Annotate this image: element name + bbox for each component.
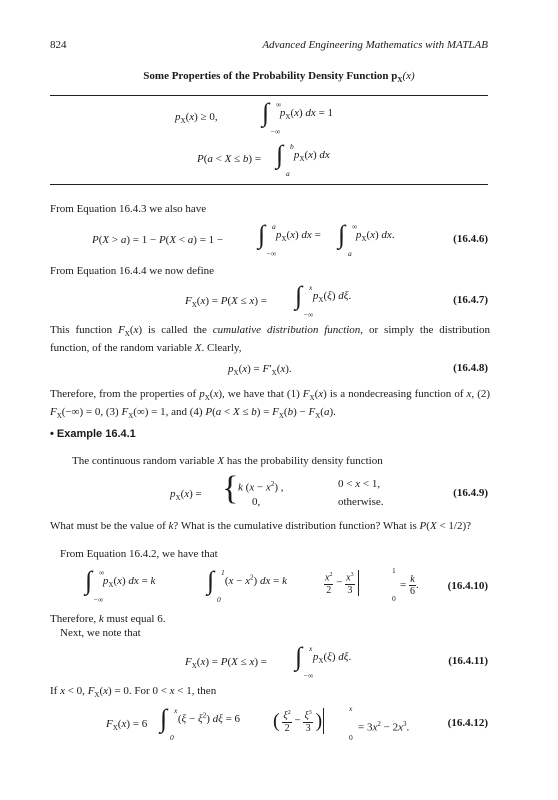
equation-16-4-10: ∫ ∞ −∞ $p_X(x)$ dx = k [85, 566, 156, 604]
equation-number-16-4-7: (16.4.7) [453, 294, 488, 306]
eval-lower: 0 [392, 594, 396, 603]
equation-16-4-6: P(X > a) = 1 − P(X < a) = 1 − [92, 234, 224, 246]
equation-16-4-9-lhs: $p_X(x)$ = [170, 488, 202, 503]
equation-16-4-7-integral: ∫ x −∞ $p_X(\xi)$ dξ. [295, 281, 352, 319]
equation-16-4-12-integral: ∫ x 0 $(\xi - \xi^2)$ dξ = 6 [160, 704, 241, 742]
eval-lower-0: 0 [349, 733, 353, 742]
equation-16-4-9-case-2: 0, [252, 496, 261, 508]
paragraph-4: Therefore, from the properties of $p_X(x)$, we have that (1) $F_X(x)$ is a nondecreasing function of x, (2) $F_X(-\infty) = 0$, (3) $F_X(\infty) = 1$, and (4) $P(a < X \le b) = F_X(b) - F_X(a)$. [50, 388, 491, 421]
equation-number-16-4-10: (16.4.10) [447, 580, 488, 592]
equation-16-4-8: $p_X(x) = F'_X(x)$. [228, 363, 292, 378]
equation-16-4-12-result: = $3x^2 - 2x^3$. [358, 720, 410, 734]
equation-16-4-10-integral-2: ∫ 1 0 $(x - x^2)$ dx = k [207, 566, 287, 604]
equation-number-16-4-6: (16.4.6) [453, 233, 488, 245]
equation-16-4-10-result: = $\frac{k}{6}$ . [400, 574, 419, 597]
equation-16-4-12: $F_X(x) = 6$ [106, 718, 148, 733]
paragraph-2: From Equation 16.4.4 we now define [50, 265, 215, 277]
page-number: 824 [50, 39, 67, 51]
equation-16-4-9-case-1: k $(x - x^2)$ , [238, 480, 284, 494]
equation-16-4-12-antiderivative: ( $\frac{\xi^2}{2}$ − $\frac{\xi^3}{3}$ ) [273, 710, 323, 734]
paragraph-7: From Equation 16.4.2, we have that [60, 548, 218, 560]
equation-16-4-9-case-2-condition: otherwise. [338, 496, 384, 508]
box-title: Some Properties of the Probability Density Function $p_X(x)$ [143, 70, 415, 85]
paragraph-1: From Equation 16.4.3 we also have [50, 203, 207, 215]
equation-16-4-9-brace: { [222, 470, 239, 507]
property-nonnegative: $p_X(x) \ge 0$, [175, 111, 218, 126]
paragraph-6: What must be the value of k? What is the cumulative distribution function? What is P(X < 1/2)? [50, 520, 471, 532]
running-title: Advanced Engineering Mathematics with MATLAB [262, 39, 488, 51]
equation-16-4-10-antiderivative: $\frac{x^2}{2}$ − $\frac{x^3}{3}$ [324, 570, 360, 596]
paragraph-9: Next, we note that [60, 627, 141, 639]
example-title: • Example 16.4.1 [50, 428, 136, 440]
paragraph-8: Therefore, k must equal 6. [50, 613, 166, 625]
equation-number-16-4-8: (16.4.8) [453, 362, 488, 374]
equation-number-16-4-9: (16.4.9) [453, 487, 488, 499]
equation-number-16-4-11: (16.4.11) [448, 655, 488, 667]
equation-16-4-7: $F_X(x) = P(X \le x)$ = [185, 295, 267, 310]
eval-upper-x: x [349, 704, 353, 713]
equation-16-4-11-integral: ∫ x −∞ $p_X(\xi)$ dξ. [295, 642, 352, 680]
paragraph-10: If x < 0, $F_X(x) = 0$. For 0 < x < 1, then [50, 685, 217, 700]
box-bottom-rule [50, 184, 488, 185]
equation-16-4-9-case-1-condition: 0 < x < 1, [338, 478, 381, 490]
property-interval: P(a < X ≤ b) = [197, 153, 262, 165]
paragraph-3: This function $F_X(x)$ is called the cumulative distribution function, or simply the distribution function, of the random variable X. Clearly, [50, 324, 490, 355]
property-normalization: ∫ ∞ −∞ $p_X(x)$ dx = 1 [262, 98, 334, 136]
eval-upper: 1 [392, 566, 396, 575]
equation-16-4-6-integral-1: ∫ a −∞ $p_X(x)$ dx = [258, 220, 321, 258]
property-interval-integral: ∫ b a $p_X(x)$ dx [276, 140, 330, 178]
equation-16-4-6-integral-2: ∫ ∞ a $p_X(x)$ dx. [338, 220, 395, 258]
box-top-rule [50, 95, 488, 96]
equation-16-4-11: $F_X(x) = P(X \le x)$ = [185, 656, 267, 671]
equation-number-16-4-12: (16.4.12) [447, 717, 488, 729]
paragraph-5: The continuous random variable X has the probability density function [72, 455, 383, 467]
